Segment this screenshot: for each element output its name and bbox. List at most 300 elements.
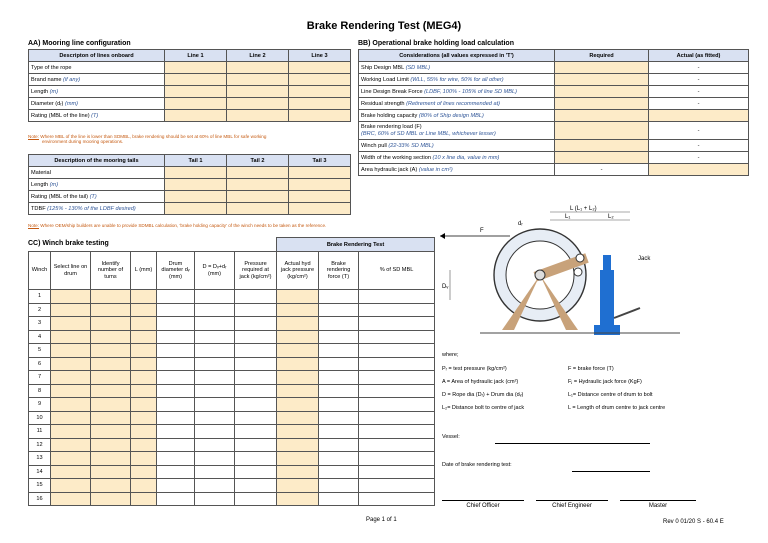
- cell-col-9[interactable]: [359, 411, 435, 425]
- table-row: [359, 74, 749, 86]
- actual-cell[interactable]: -: [649, 62, 749, 74]
- cell-col-9[interactable]: [359, 344, 435, 358]
- cell-col-1[interactable]: [51, 398, 91, 412]
- cell-col-4[interactable]: [157, 425, 195, 439]
- required-cell[interactable]: [555, 152, 649, 164]
- cell-col-3[interactable]: [131, 371, 157, 385]
- cell-col-2[interactable]: [91, 398, 131, 412]
- cell-col-4[interactable]: [157, 479, 195, 493]
- cell-col-2[interactable]: [91, 479, 131, 493]
- cell-col-5[interactable]: [195, 371, 235, 385]
- cell-col-3[interactable]: [131, 479, 157, 493]
- tail-1-cell[interactable]: [165, 203, 227, 215]
- required-cell[interactable]: [555, 74, 649, 86]
- cell-col-4[interactable]: [157, 438, 195, 452]
- cell-col-1[interactable]: [51, 371, 91, 385]
- cell-col-3[interactable]: [131, 452, 157, 466]
- label-l2: L₂: [608, 214, 614, 220]
- cell-col-6[interactable]: [235, 290, 277, 304]
- cell-col-2[interactable]: [91, 384, 131, 398]
- col-header: Line 3: [289, 50, 351, 62]
- actual-cell[interactable]: -: [649, 140, 749, 152]
- cell-col-4[interactable]: [157, 290, 195, 304]
- cell-col-1[interactable]: [51, 303, 91, 317]
- table-row: [29, 98, 351, 110]
- tail-2-cell[interactable]: [227, 167, 289, 179]
- signature-chief-engineer: Chief Engineer: [552, 503, 592, 509]
- cell-col-3[interactable]: [131, 465, 157, 479]
- cell-col-5[interactable]: [195, 492, 235, 506]
- cell-col-8[interactable]: [319, 344, 359, 358]
- cell-col-3[interactable]: [131, 344, 157, 358]
- label-hint: (125% - 130% of the LDBF desired): [47, 205, 136, 212]
- tail-2-cell[interactable]: [227, 179, 289, 191]
- table-row: [29, 179, 351, 191]
- cell-col-8[interactable]: [319, 357, 359, 371]
- cell-col-5[interactable]: [195, 344, 235, 358]
- cell-col-8[interactable]: [319, 438, 359, 452]
- table-row: [29, 425, 435, 439]
- winch-number: 3: [29, 317, 51, 331]
- line-1-cell[interactable]: [165, 62, 227, 74]
- cell-col-1[interactable]: [51, 357, 91, 371]
- signature-chief-officer: Chief Officer: [466, 503, 500, 509]
- cell-col-8[interactable]: [319, 465, 359, 479]
- table-row: [29, 384, 435, 398]
- cell-col-5[interactable]: [195, 290, 235, 304]
- cell-col-1[interactable]: [51, 452, 91, 466]
- actual-cell[interactable]: -: [649, 152, 749, 164]
- cell-col-2[interactable]: [91, 438, 131, 452]
- tail-3-cell[interactable]: [289, 203, 351, 215]
- label-text: Residual strength: [361, 100, 405, 107]
- section-b-heading: BB) Operational brake holding load calculation: [358, 40, 514, 47]
- cell-col-9[interactable]: [359, 438, 435, 452]
- label-text: Brand name: [31, 76, 62, 83]
- cell-col-6[interactable]: [235, 344, 277, 358]
- cell-col-8[interactable]: [319, 492, 359, 506]
- required-cell[interactable]: [555, 62, 649, 74]
- cell-col-5[interactable]: [195, 425, 235, 439]
- label-jack: Jack: [638, 256, 651, 262]
- cell-col-8[interactable]: [319, 425, 359, 439]
- force-arrow: [440, 233, 445, 239]
- cell-col-7[interactable]: [277, 330, 319, 344]
- note-text-2: environment during mooring operations.: [42, 139, 124, 144]
- label-text: Brake rendering load (F): [361, 123, 422, 130]
- line-1-cell[interactable]: [165, 98, 227, 110]
- row-label: [359, 122, 555, 140]
- cell-col-2[interactable]: [91, 317, 131, 331]
- col-header: L (mm): [131, 252, 157, 290]
- cell-col-2[interactable]: [91, 290, 131, 304]
- label-hint: (mm): [65, 100, 79, 107]
- cell-col-5[interactable]: [195, 330, 235, 344]
- cell-col-7[interactable]: [277, 452, 319, 466]
- col-header: Description of the mooring tails: [29, 155, 165, 167]
- cell-col-8[interactable]: [319, 303, 359, 317]
- col-header: Line 1: [165, 50, 227, 62]
- label-dr: dᵣ: [518, 221, 523, 227]
- required-cell[interactable]: [555, 140, 649, 152]
- winch-number: 8: [29, 384, 51, 398]
- page-number: Page 1 of 1: [366, 517, 397, 523]
- cell-col-6[interactable]: [235, 317, 277, 331]
- label-hint: (22-33% SD MBL): [388, 142, 434, 149]
- cell-col-1[interactable]: [51, 438, 91, 452]
- required-cell[interactable]: -: [555, 164, 649, 176]
- cell-col-1[interactable]: [51, 479, 91, 493]
- winch-number: 12: [29, 438, 51, 452]
- cell-col-4[interactable]: [157, 452, 195, 466]
- cell-col-2[interactable]: [91, 357, 131, 371]
- table-row: [29, 411, 435, 425]
- cell-col-6[interactable]: [235, 398, 277, 412]
- cell-col-1[interactable]: [51, 344, 91, 358]
- cell-col-6[interactable]: [235, 411, 277, 425]
- winch-test-table: [28, 237, 435, 506]
- label-hint: (WLL, 55% for wire, 50% for all other): [410, 76, 504, 83]
- tail-2-cell[interactable]: [227, 191, 289, 203]
- cell-col-8[interactable]: [319, 398, 359, 412]
- winch-number: 14: [29, 465, 51, 479]
- actual-cell[interactable]: -: [649, 98, 749, 110]
- cell-col-9[interactable]: [359, 371, 435, 385]
- label-hint: (T): [91, 112, 99, 119]
- required-cell[interactable]: [555, 122, 649, 140]
- cell-col-1[interactable]: [51, 411, 91, 425]
- note-text: Where OEM/ship builders are unable to provide SDMBL calculation, 'brake holding capacity' of the winch needs to be taken as the reference.: [40, 223, 327, 228]
- cell-col-9[interactable]: [359, 452, 435, 466]
- row-label: [29, 62, 165, 74]
- cell-col-2[interactable]: [91, 452, 131, 466]
- cell-col-5[interactable]: [195, 303, 235, 317]
- line-1-cell[interactable]: [165, 110, 227, 122]
- cell-col-7[interactable]: [277, 465, 319, 479]
- cell-col-5[interactable]: [195, 438, 235, 452]
- cell-col-9[interactable]: [359, 398, 435, 412]
- cell-col-3[interactable]: [131, 384, 157, 398]
- cell-col-8[interactable]: [319, 317, 359, 331]
- table-row: [359, 122, 749, 140]
- label-l: L (L₁ + L₂): [570, 206, 597, 212]
- cell-col-2[interactable]: [91, 303, 131, 317]
- row-label: [29, 110, 165, 122]
- cell-col-7[interactable]: [277, 411, 319, 425]
- line-3-cell[interactable]: [289, 62, 351, 74]
- cell-col-7[interactable]: [277, 317, 319, 331]
- winch-number: 9: [29, 398, 51, 412]
- col-header: Brake rendering force (T): [319, 252, 359, 290]
- cell-col-7[interactable]: [277, 344, 319, 358]
- label-text: Width of the working section: [361, 154, 431, 161]
- cell-col-4[interactable]: [157, 317, 195, 331]
- cell-col-9[interactable]: [359, 290, 435, 304]
- legend-item: F = brake force (T): [568, 366, 614, 372]
- tail-1-cell[interactable]: [165, 191, 227, 203]
- cell-col-3[interactable]: [131, 438, 157, 452]
- cell-col-8[interactable]: [319, 384, 359, 398]
- cell-col-6[interactable]: [235, 330, 277, 344]
- table-row: [29, 303, 435, 317]
- cell-col-7[interactable]: [277, 357, 319, 371]
- cell-col-2[interactable]: [91, 371, 131, 385]
- label-hint: (Retirement of lines recommended at): [406, 100, 500, 107]
- winch-number: 5: [29, 344, 51, 358]
- legend-item: Fⱼ = Hydraulic jack force (KgF): [568, 379, 642, 385]
- line-3-cell[interactable]: [289, 74, 351, 86]
- col-header: Actual hyd jack pressure (kg/cm²): [277, 252, 319, 290]
- mooring-tails-table: [28, 154, 351, 215]
- table-row: [359, 164, 749, 176]
- line-2-cell[interactable]: [227, 62, 289, 74]
- table-row: [359, 140, 749, 152]
- cell-col-7[interactable]: [277, 371, 319, 385]
- cell-col-7[interactable]: [277, 492, 319, 506]
- cell-col-7[interactable]: [277, 438, 319, 452]
- label-text: Working Load Limit: [361, 76, 409, 83]
- col-header: Pressure required at jack (kg/cm²): [235, 252, 277, 290]
- winch-number: 15: [29, 479, 51, 493]
- cell-col-4[interactable]: [157, 398, 195, 412]
- table-row: [29, 74, 351, 86]
- note-tag: Note:: [28, 223, 39, 228]
- label-text: TDBF: [31, 205, 46, 212]
- cell-col-7[interactable]: [277, 398, 319, 412]
- line-2-cell[interactable]: [227, 110, 289, 122]
- cell-col-9[interactable]: [359, 425, 435, 439]
- label-hint: (BRC, 60% of SD MBL or Line MBL, whichever lesser): [361, 130, 496, 137]
- cell-col-1[interactable]: [51, 384, 91, 398]
- signature-line-master[interactable]: [620, 500, 696, 501]
- cell-col-8[interactable]: [319, 371, 359, 385]
- cell-col-6[interactable]: [235, 492, 277, 506]
- legend-item: L = Length of drum centre to jack centre: [568, 405, 666, 411]
- cell-col-7[interactable]: [277, 303, 319, 317]
- cell-col-5[interactable]: [195, 479, 235, 493]
- row-label: [29, 191, 165, 203]
- label-hint: (value in cm²): [418, 166, 453, 173]
- table-row: [359, 62, 749, 74]
- cell-col-4[interactable]: [157, 465, 195, 479]
- cell-col-2[interactable]: [91, 411, 131, 425]
- cell-col-5[interactable]: [195, 384, 235, 398]
- label-text: Diameter (dᵣ): [31, 100, 64, 107]
- cell-col-6[interactable]: [235, 438, 277, 452]
- cell-col-8[interactable]: [319, 411, 359, 425]
- row-label: [359, 164, 555, 176]
- cell-col-5[interactable]: [195, 452, 235, 466]
- table-row: [29, 371, 435, 385]
- label-text: Rating (MBL of the tail): [31, 193, 88, 200]
- cell-col-9[interactable]: [359, 303, 435, 317]
- cell-col-2[interactable]: [91, 344, 131, 358]
- label-hint: (80% of Ship design MBL): [418, 112, 484, 119]
- cell-col-3[interactable]: [131, 330, 157, 344]
- cell-col-1[interactable]: [51, 290, 91, 304]
- cell-col-9[interactable]: [359, 317, 435, 331]
- cell-col-4[interactable]: [157, 384, 195, 398]
- label-hint: (SD MBL): [405, 64, 431, 71]
- col-header: Actual (as fitted): [649, 50, 749, 62]
- table-row: [29, 203, 351, 215]
- section-c-heading: CC) Winch brake testing: [28, 240, 109, 247]
- cell-col-1[interactable]: [51, 465, 91, 479]
- label-text: Ship Design MBL: [361, 64, 405, 71]
- tail-3-cell[interactable]: [289, 191, 351, 203]
- cell-col-8[interactable]: [319, 479, 359, 493]
- cell-col-6[interactable]: [235, 303, 277, 317]
- cell-col-8[interactable]: [319, 452, 359, 466]
- tail-1-cell[interactable]: [165, 179, 227, 191]
- cell-col-1[interactable]: [51, 330, 91, 344]
- mooring-lines-table: [28, 49, 351, 122]
- signature-master: Master: [648, 503, 668, 509]
- actual-cell[interactable]: [649, 110, 749, 122]
- hydraulic-jack: [600, 270, 614, 325]
- cell-col-2[interactable]: [91, 425, 131, 439]
- line-2-cell[interactable]: [227, 86, 289, 98]
- line-1-cell[interactable]: [165, 74, 227, 86]
- jack-handle: [614, 308, 640, 318]
- cell-col-1[interactable]: [51, 492, 91, 506]
- label-text: Length: [31, 181, 49, 188]
- cell-col-6[interactable]: [235, 465, 277, 479]
- cell-col-7[interactable]: [277, 425, 319, 439]
- line-2-cell[interactable]: [227, 74, 289, 86]
- required-cell[interactable]: [555, 110, 649, 122]
- table-row: [359, 86, 749, 98]
- signature-line-chief-engineer[interactable]: [536, 500, 608, 501]
- actual-cell[interactable]: -: [649, 122, 749, 140]
- cell-col-6[interactable]: [235, 357, 277, 371]
- cell-col-9[interactable]: [359, 492, 435, 506]
- tail-3-cell[interactable]: [289, 167, 351, 179]
- label-hint: (T): [89, 193, 97, 200]
- col-header: Tail 2: [227, 155, 289, 167]
- cell-col-4[interactable]: [157, 371, 195, 385]
- cell-col-5[interactable]: [195, 317, 235, 331]
- cell-col-4[interactable]: [157, 344, 195, 358]
- label-hint: (m): [49, 88, 59, 95]
- table-row: [29, 398, 435, 412]
- row-label: [29, 179, 165, 191]
- label-hint: (m): [49, 181, 59, 188]
- test-date-field[interactable]: [572, 471, 650, 472]
- bolt: [574, 268, 582, 276]
- cell-col-3[interactable]: [131, 303, 157, 317]
- cell-col-2[interactable]: [91, 330, 131, 344]
- row-label: [359, 74, 555, 86]
- row-label: [29, 98, 165, 110]
- cell-col-5[interactable]: [195, 398, 235, 412]
- label-f: F: [480, 228, 484, 234]
- winch-diagram: [440, 200, 760, 350]
- cell-col-6[interactable]: [235, 371, 277, 385]
- col-header: % of SD MBL: [359, 252, 435, 290]
- legend-item: A = Area of hydraulic jack (cm²): [442, 379, 519, 385]
- cell-col-1[interactable]: [51, 425, 91, 439]
- row-label: [29, 203, 165, 215]
- cell-col-6[interactable]: [235, 479, 277, 493]
- cell-col-9[interactable]: [359, 357, 435, 371]
- required-cell[interactable]: [555, 98, 649, 110]
- test-date-label: Date of brake rendering test:: [442, 462, 512, 468]
- cell-col-3[interactable]: [131, 317, 157, 331]
- cell-col-8[interactable]: [319, 290, 359, 304]
- cell-col-9[interactable]: [359, 330, 435, 344]
- cell-col-4[interactable]: [157, 303, 195, 317]
- cell-col-3[interactable]: [131, 492, 157, 506]
- col-header: Tail 1: [165, 155, 227, 167]
- actual-cell[interactable]: -: [649, 74, 749, 86]
- page-title: Brake Rendering Test (MEG4): [306, 20, 462, 32]
- line-3-cell[interactable]: [289, 86, 351, 98]
- col-header: Tail 3: [289, 155, 351, 167]
- cell-col-4[interactable]: [157, 330, 195, 344]
- cell-col-5[interactable]: [195, 411, 235, 425]
- required-cell[interactable]: [555, 86, 649, 98]
- cell-col-3[interactable]: [131, 357, 157, 371]
- cell-col-6[interactable]: [235, 452, 277, 466]
- cell-col-3[interactable]: [131, 290, 157, 304]
- tail-3-cell[interactable]: [289, 179, 351, 191]
- vessel-field[interactable]: [495, 443, 650, 444]
- cell-col-7[interactable]: [277, 384, 319, 398]
- note-2: [28, 223, 428, 228]
- cell-col-9[interactable]: [359, 465, 435, 479]
- cell-col-7[interactable]: [277, 290, 319, 304]
- label-hint: (10 x line dia, value in mm): [432, 154, 500, 161]
- cell-col-4[interactable]: [157, 411, 195, 425]
- signature-line-chief-officer[interactable]: [442, 500, 524, 501]
- cell-col-9[interactable]: [359, 479, 435, 493]
- line-3-cell[interactable]: [289, 98, 351, 110]
- table-row: [29, 110, 351, 122]
- label-l1: L₁: [565, 214, 571, 220]
- cell-col-4[interactable]: [157, 357, 195, 371]
- line-3-cell[interactable]: [289, 110, 351, 122]
- tail-1-cell[interactable]: [165, 167, 227, 179]
- cell-col-2[interactable]: [91, 492, 131, 506]
- cell-col-3[interactable]: [131, 411, 157, 425]
- winch-number: 11: [29, 425, 51, 439]
- cell-col-1[interactable]: [51, 317, 91, 331]
- cell-col-6[interactable]: [235, 384, 277, 398]
- actual-cell[interactable]: -: [649, 86, 749, 98]
- winch-number: 4: [29, 330, 51, 344]
- row-label: [359, 62, 555, 74]
- cell-col-7[interactable]: [277, 479, 319, 493]
- winch-number: 16: [29, 492, 51, 506]
- cell-col-9[interactable]: [359, 384, 435, 398]
- cell-col-5[interactable]: [195, 465, 235, 479]
- cell-col-6[interactable]: [235, 425, 277, 439]
- actual-cell[interactable]: [649, 164, 749, 176]
- cell-col-2[interactable]: [91, 465, 131, 479]
- tail-2-cell[interactable]: [227, 203, 289, 215]
- cell-col-5[interactable]: [195, 357, 235, 371]
- line-1-cell[interactable]: [165, 86, 227, 98]
- col-header: Descripton of lines onboard: [29, 50, 165, 62]
- cell-col-8[interactable]: [319, 330, 359, 344]
- line-2-cell[interactable]: [227, 98, 289, 110]
- cell-col-3[interactable]: [131, 398, 157, 412]
- revision-code: Rev 0 01/20 S - 60.4 E: [663, 519, 724, 525]
- cell-col-4[interactable]: [157, 492, 195, 506]
- col-header: D = Dᵥ+dᵣ (mm): [195, 252, 235, 290]
- cell-col-3[interactable]: [131, 425, 157, 439]
